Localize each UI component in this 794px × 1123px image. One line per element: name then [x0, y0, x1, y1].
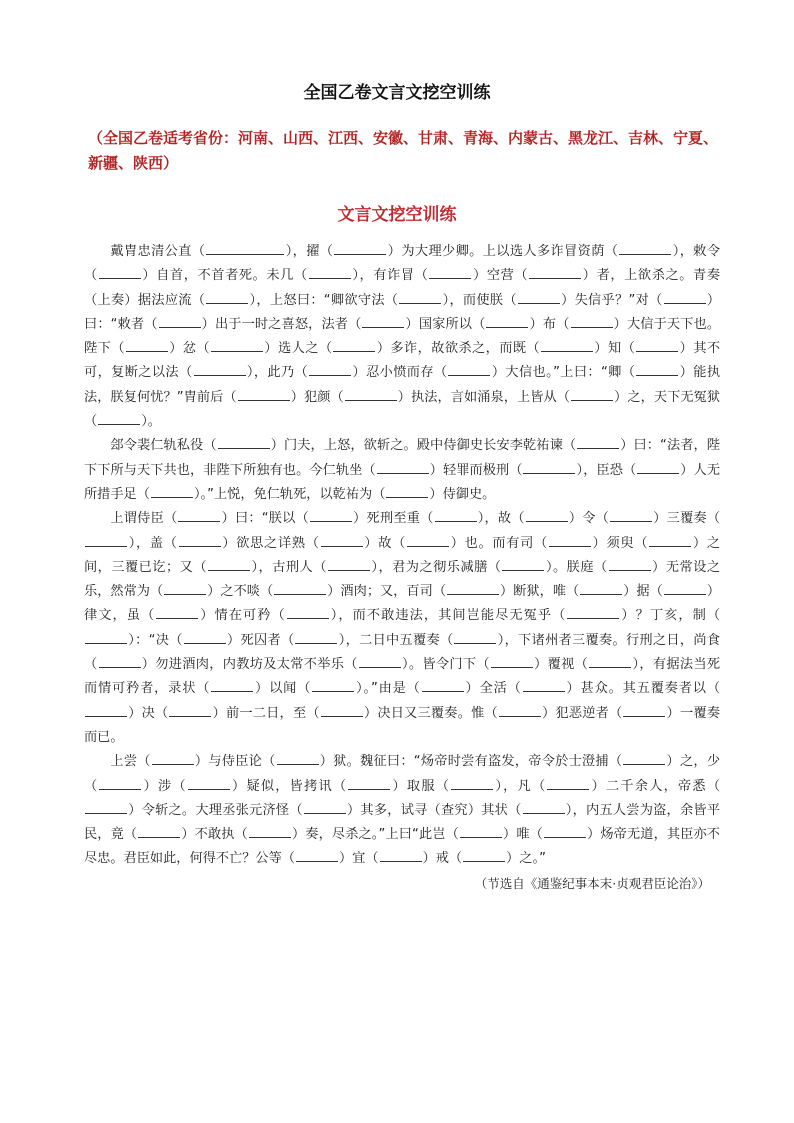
page-title: 全国乙卷文言文挖空训练	[303, 83, 491, 103]
section-title: 文言文挖空训练	[337, 205, 457, 225]
fill-blank[interactable]	[499, 704, 541, 717]
fill-blank[interactable]	[312, 679, 354, 692]
fill-blank[interactable]	[309, 363, 351, 376]
fill-blank[interactable]	[448, 363, 490, 376]
fill-blank[interactable]	[609, 558, 651, 571]
source-citation: （节选自《通鉴纪事本末·贞观君臣论治》）	[474, 876, 710, 891]
fill-blank[interactable]	[526, 509, 568, 522]
fill-blank[interactable]	[295, 631, 337, 644]
fill-blank[interactable]	[523, 461, 575, 474]
fill-blank[interactable]	[188, 777, 230, 790]
fill-blank[interactable]	[249, 825, 291, 838]
fill-blank[interactable]	[164, 582, 206, 595]
fill-blank[interactable]	[194, 363, 246, 376]
fill-blank[interactable]	[178, 509, 220, 522]
fill-blank[interactable]	[359, 655, 401, 668]
fill-blank[interactable]	[486, 315, 528, 328]
fill-blank[interactable]	[362, 315, 404, 328]
fill-blank[interactable]	[218, 436, 270, 449]
fill-blank[interactable]	[333, 339, 375, 352]
paragraph-1: 戴胄忠清公直（ ），擢（ ）为大理少卿。上以选人多诈冒资荫（ ），敕令（ ）自首，不首者死。未几（ ），有诈冒（ ）空营（ ）者，上欲杀之。青奏（上奏）据法应流（ ），上怒曰：“卿欲守法（ ），而使朕（ ）失信乎？”对（ ）曰：“敕者（ ）出于一时之喜怒，法者（ ）国家所以（ ）布（ ）大信于天下也。陛下（ ）忿（ ）选人之（ ）多诈，故欲杀之，而既（ ）知（ ）其不可，复断之以法（ ），此乃（ ）忍小愤而存（ ）大信也。”上曰：“卿（ ）能执法，朕复何忧？”胄前后（ ）犯颜（ ）执法，言如涌泉，上皆从（ ）之，天下无冤狱（ ）。	[84, 244, 721, 430]
fill-blank[interactable]	[85, 534, 127, 547]
fill-blank[interactable]	[549, 534, 591, 547]
fill-blank[interactable]	[274, 582, 326, 595]
paragraph-2: 郐令裴仁轨私役（ ）门夫，上怒，欲斩之。殿中侍御史长安李乾祐谏（ ）曰：“法者，陛下下所与天下共也，非陛下所独有也。今仁轨坐（ ）轻罪而极刑（ ），臣恐（ ）人无所措手足（ ）。”上悦，免仁轨死，以乾祐为（ ）侍御史。	[84, 438, 721, 502]
fill-blank[interactable]	[567, 606, 619, 619]
fill-blank[interactable]	[518, 291, 560, 304]
fill-blank[interactable]	[623, 704, 665, 717]
fill-blank[interactable]	[580, 582, 622, 595]
fill-blank[interactable]	[619, 242, 671, 255]
fill-blank[interactable]	[99, 655, 141, 668]
fill-blank[interactable]	[296, 849, 338, 862]
fill-blank[interactable]	[380, 849, 422, 862]
fill-blank[interactable]	[328, 558, 370, 571]
fill-blank[interactable]	[277, 752, 319, 765]
fill-blank[interactable]	[99, 777, 141, 790]
fill-blank[interactable]	[399, 291, 441, 304]
fill-blank[interactable]	[159, 315, 201, 328]
fill-blank[interactable]	[491, 655, 533, 668]
fill-blank[interactable]	[85, 801, 127, 814]
fill-blank[interactable]	[422, 679, 464, 692]
fill-blank[interactable]	[571, 315, 613, 328]
fill-blank[interactable]	[541, 339, 593, 352]
fill-blank[interactable]	[206, 242, 284, 255]
fill-blank[interactable]	[208, 558, 250, 571]
fill-blank[interactable]	[99, 266, 141, 279]
fill-blank[interactable]	[529, 266, 581, 279]
fill-blank[interactable]	[386, 485, 428, 498]
fill-blank[interactable]	[377, 461, 429, 474]
fill-blank[interactable]	[637, 461, 679, 474]
fill-blank[interactable]	[435, 509, 477, 522]
fill-blank[interactable]	[454, 631, 496, 644]
fill-blank[interactable]	[287, 606, 329, 619]
fill-blank[interactable]	[664, 291, 706, 304]
fill-blank[interactable]	[664, 582, 706, 595]
fill-blank[interactable]	[85, 631, 127, 644]
fill-blank[interactable]	[571, 388, 613, 401]
fill-blank[interactable]	[407, 534, 449, 547]
fill-blank[interactable]	[523, 801, 565, 814]
fill-blank[interactable]	[321, 704, 363, 717]
fill-blank[interactable]	[206, 291, 248, 304]
fill-blank[interactable]	[463, 849, 505, 862]
fill-blank[interactable]	[636, 363, 678, 376]
fill-blank[interactable]	[589, 655, 631, 668]
fill-blank[interactable]	[345, 388, 397, 401]
fill-blank[interactable]	[544, 825, 586, 838]
passage-body	[84, 240, 720, 872]
paragraph-4: 上尝（ ）与侍臣论（ ）狱。魏征曰：“炀帝时尝有盗发，帝令於士澄捕（ ）之，少（ ）涉（ ）疑似，皆拷讯（ ）取服（ ），凡（ ）二千余人，帝悉（）令斩之。大理丞张元济怪（ ）其多，试寻（查究）其状（ ），内五人尝为盗，余皆平民，竟（ ）不敢执（ ）奏，尽杀之。”上曰“此岂（ ）唯（ ）炀帝无道，其臣亦不尽忠。君臣如此，何得不亡？公等（ ）宜（ ）戒（ ）之。”	[84, 754, 721, 867]
fill-blank[interactable]	[151, 485, 193, 498]
fill-blank[interactable]	[156, 606, 198, 619]
fill-blank[interactable]	[310, 509, 352, 522]
fill-blank[interactable]	[334, 242, 386, 255]
fill-blank[interactable]	[460, 825, 502, 838]
fill-blank[interactable]	[636, 339, 678, 352]
fill-blank[interactable]	[447, 582, 499, 595]
fill-blank[interactable]	[85, 704, 127, 717]
fill-blank[interactable]	[304, 801, 346, 814]
fill-blank[interactable]	[211, 339, 263, 352]
fill-blank[interactable]	[523, 679, 565, 692]
applicable-provinces: （全国乙卷适考省份：河南、山西、江西、安徽、甘肃、青海、内蒙古、黑龙江、吉林、宁夏、新疆、陕西）	[88, 129, 719, 172]
fill-blank[interactable]	[152, 752, 194, 765]
fill-blank[interactable]	[623, 752, 665, 765]
fill-blank[interactable]	[211, 679, 253, 692]
fill-blank[interactable]	[126, 339, 168, 352]
fill-blank[interactable]	[547, 777, 589, 790]
fill-blank[interactable]	[502, 558, 544, 571]
fill-blank[interactable]	[309, 266, 351, 279]
fill-blank[interactable]	[98, 412, 140, 425]
fill-blank[interactable]	[649, 534, 691, 547]
fill-blank[interactable]	[138, 825, 180, 838]
fill-blank[interactable]	[179, 534, 221, 547]
paragraph-3: 上谓侍臣（ ）曰：“朕以（ ）死刑至重（ ），故（ ）令（ ）三覆奏（），盖（ ）欲思之详熟（ ）故（ ）也。而有司（ ）须臾（ ）之间，三覆已讫；又（ ），古刑人（ ），君为之彻乐减膳（ ）。朕庭（ ）无常设之乐，然常为（ ）之不啖（ ）酒肉；又，百司（ ）断狱，唯（ ）据（ ）律文，虽（ ）情在可矜（ ），而不敢违法，其间岂能尽无冤乎（ ）？丁亥，制（）：“决（ ）死囚者（ ），二日中五覆奏（ ），下诸州者三覆奏。行刑之日，尚食（ ）勿进酒肉，内教坊及太常不举乐（ ）。皆令门下（ ）覆视（ ），有据法当死而情可矜者，录状（ ）以闻（ ）。”由是（ ）全活（ ）甚众。其五覆奏者以（）决（ ）前一二日，至（ ）决日又三覆奏。惟（ ）犯恶逆者（ ）一覆奏而已。	[84, 511, 721, 745]
fill-blank[interactable]	[610, 509, 652, 522]
fill-blank[interactable]	[451, 777, 493, 790]
fill-blank[interactable]	[348, 777, 390, 790]
fill-blank[interactable]	[184, 631, 226, 644]
fill-blank[interactable]	[321, 534, 363, 547]
fill-blank[interactable]	[238, 388, 290, 401]
fill-blank[interactable]	[429, 266, 471, 279]
fill-blank[interactable]	[577, 436, 619, 449]
fill-blank[interactable]	[169, 704, 211, 717]
